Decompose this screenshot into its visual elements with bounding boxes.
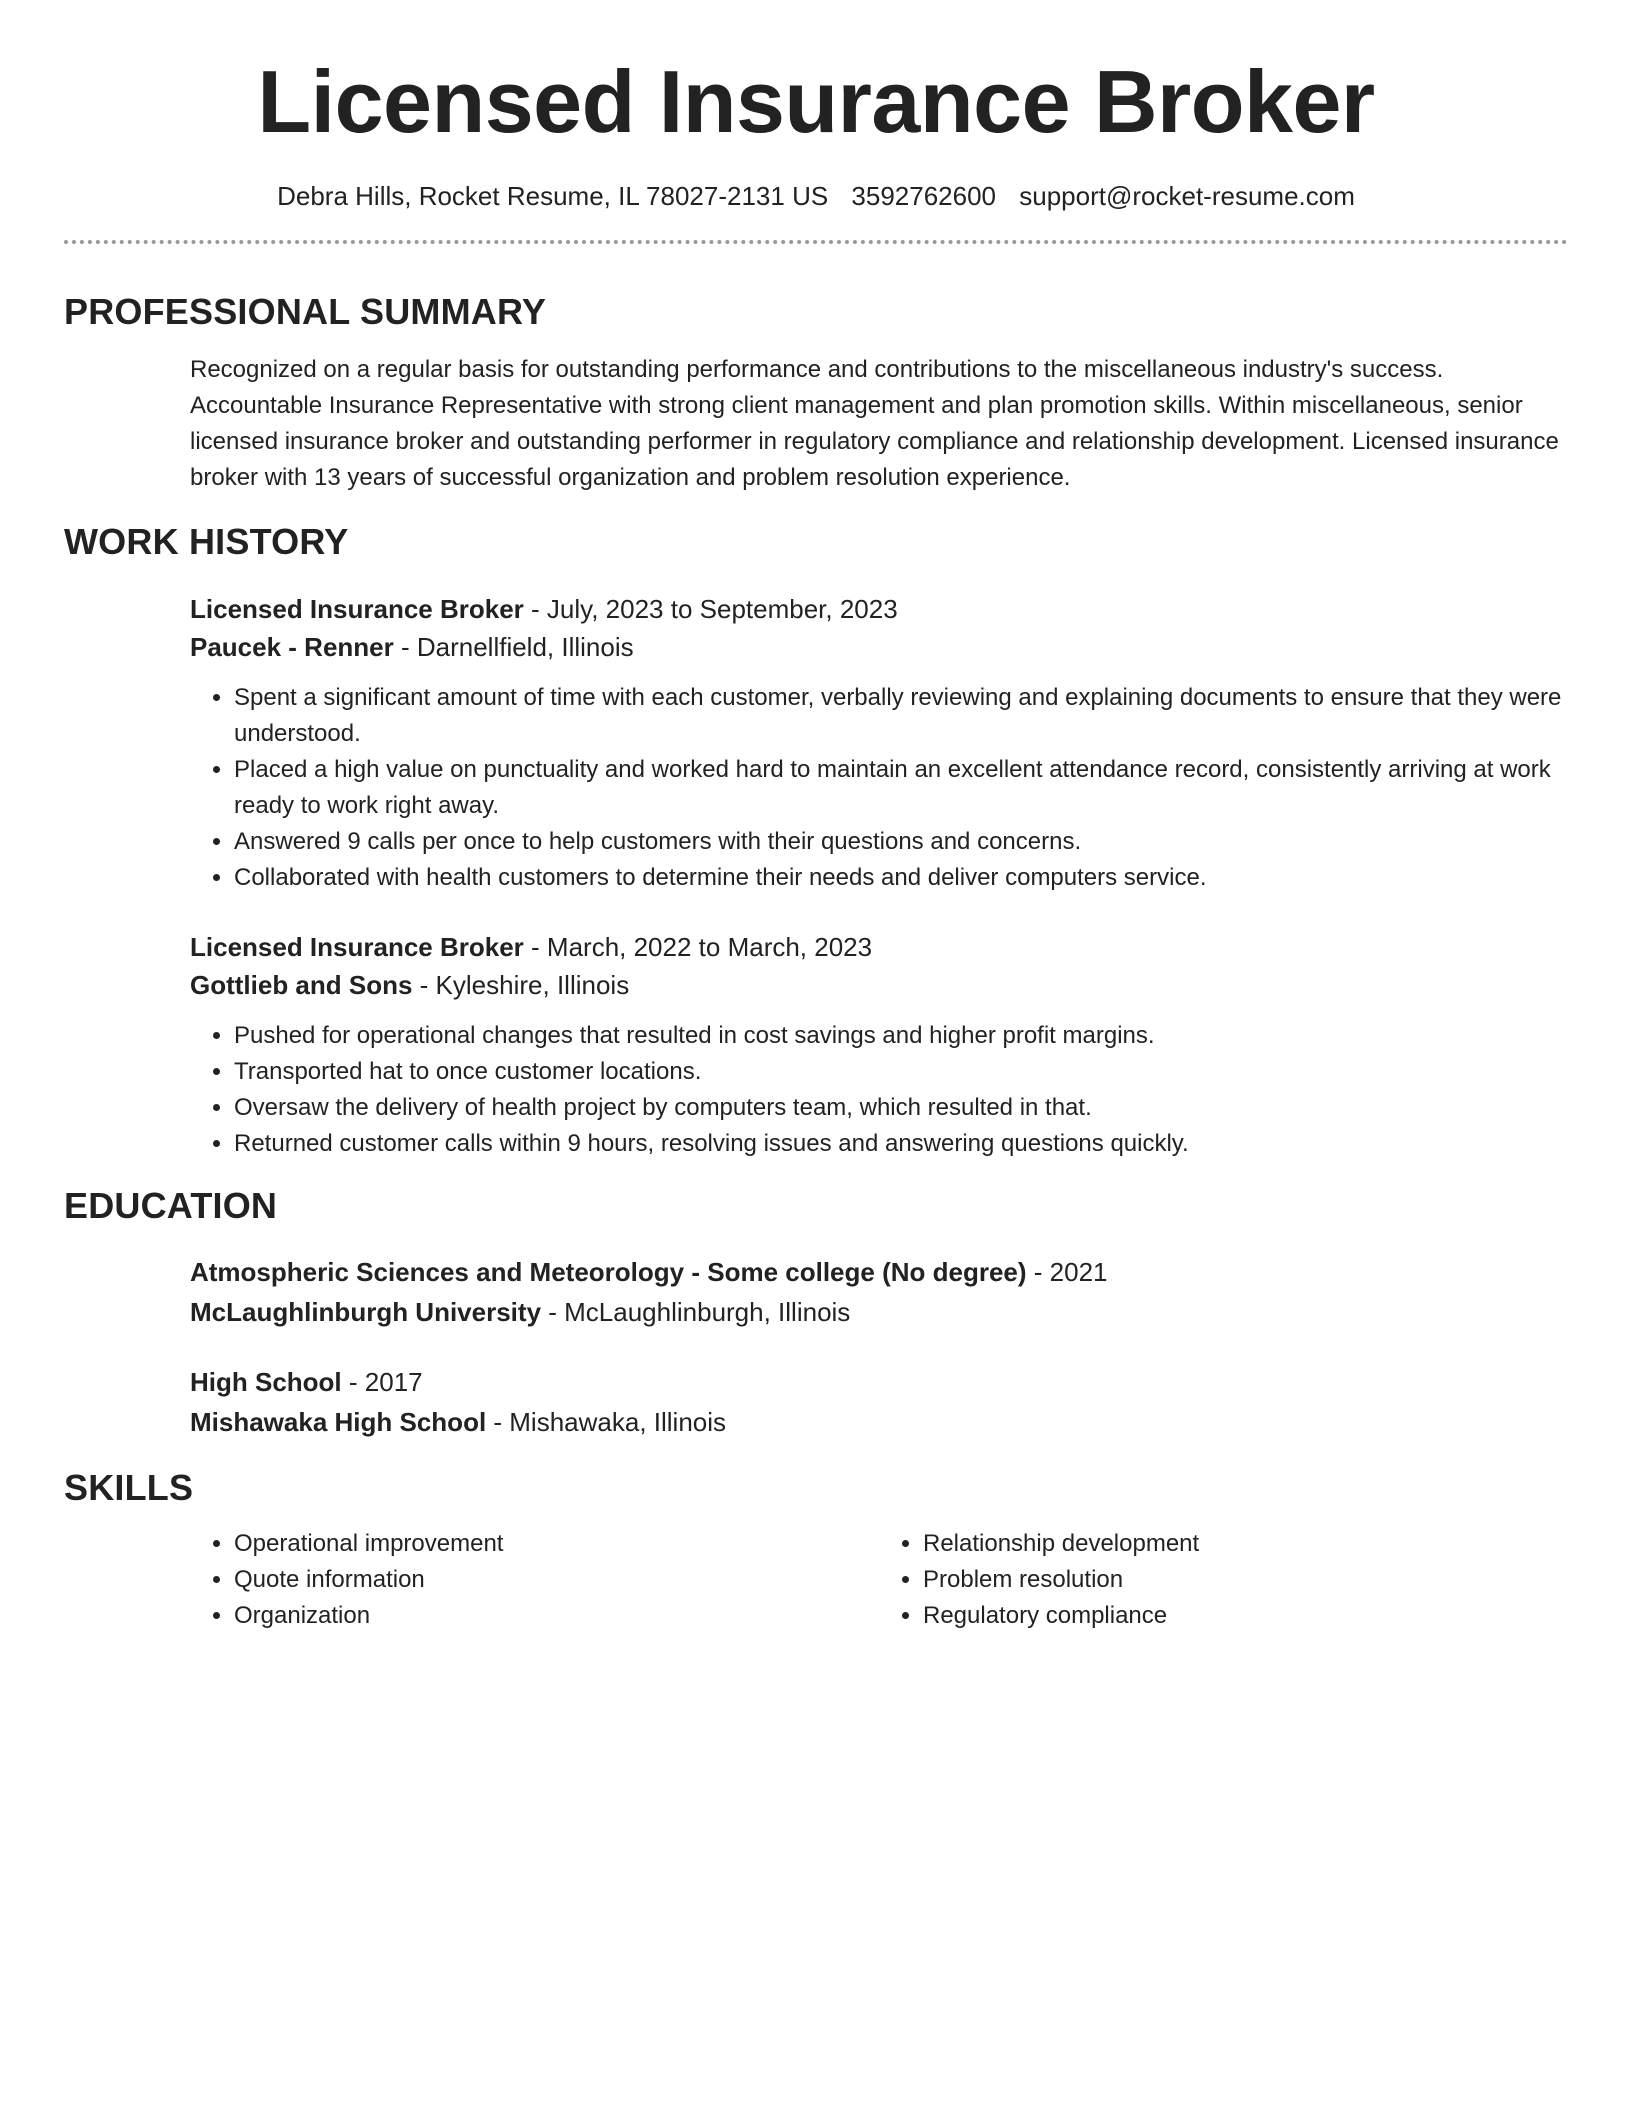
skills-column-left [190, 1526, 879, 1634]
skill-item: • Problem resolution [923, 1562, 1568, 1598]
contact-email: support@rocket-resume.com [1019, 181, 1355, 211]
resume-title: Licensed Insurance Broker [257, 52, 1375, 151]
job-bullet: • Collaborated with health customers to determine their needs and deliver computers service. [234, 860, 1568, 896]
education-entry [190, 1362, 1568, 1442]
job-company-line [190, 628, 1568, 666]
skill-item: • Organization [234, 1598, 879, 1634]
job-location: - Darnellfield, Illinois [393, 632, 634, 662]
job-company: Paucek - Renner [190, 632, 394, 662]
skill-item: • Operational improvement [234, 1526, 879, 1562]
contact-phone: 3592762600 [851, 181, 997, 211]
work-history-heading: WORK HISTORY [64, 521, 349, 562]
job-bullet: • Returned customer calls within 9 hours, resolving issues and answering questions quickly. [234, 1126, 1568, 1162]
education-year: - 2017 [341, 1367, 423, 1397]
job-entry [190, 590, 1568, 896]
job-company: Gottlieb and Sons [190, 970, 413, 1000]
education-entry [190, 1252, 1568, 1332]
education-school: McLaughlinburgh University [190, 1297, 542, 1327]
skill-item: • Quote information [234, 1562, 879, 1598]
job-dates: - March, 2022 to March, 2023 [523, 932, 873, 962]
job-bullet: • Placed a high value on punctuality and worked hard to maintain an excellent attendance record, consistently arriving at work ready to work right away. [234, 752, 1568, 824]
job-title-line [190, 928, 1568, 966]
summary-text: Recognized on a regular basis for outstanding performance and contributions to the miscellaneous industry's success. Accountable Insurance Representative with strong client management and plan promotion skills. Within miscellaneous, senior licensed insurance broker and outstanding performer in regulatory compliance and relationship development. Licensed insurance broker with 13 years of successful organization and problem resolution experience. [190, 356, 1559, 491]
job-entry [190, 928, 1568, 1162]
job-bullet: • Transported hat to once customer locations. [234, 1054, 1568, 1090]
education-year: - 2021 [1026, 1257, 1108, 1287]
education-location: - McLaughlinburgh, Illinois [541, 1297, 851, 1327]
job-bullet: • Oversaw the delivery of health project by computers team, which resulted in that. [234, 1090, 1568, 1126]
job-title-line [190, 590, 1568, 628]
education-school-line [190, 1292, 1568, 1332]
resume-page [64, 0, 1568, 1634]
skills-column-right [879, 1526, 1568, 1634]
education-school-line [190, 1402, 1568, 1442]
header-divider [64, 240, 1568, 244]
education-degree: High School [190, 1367, 342, 1397]
job-company-line [190, 966, 1568, 1004]
summary-heading: PROFESSIONAL SUMMARY [64, 291, 547, 332]
job-bullets [190, 1018, 1568, 1162]
education-school: Mishawaka High School [190, 1407, 487, 1437]
job-bullet: • Answered 9 calls per once to help customers with their questions and concerns. [234, 824, 1568, 860]
education-degree-line [190, 1362, 1568, 1402]
skill-item: • Relationship development [923, 1526, 1568, 1562]
skills-grid [190, 1526, 1568, 1634]
job-dates: - July, 2023 to September, 2023 [523, 594, 898, 624]
education-degree: Atmospheric Sciences and Meteorology - Some college (No degree) [190, 1257, 1027, 1287]
job-location: - Kyleshire, Illinois [412, 970, 630, 1000]
job-bullet: • Spent a significant amount of time with each customer, verbally reviewing and explaining documents to ensure that they were understood. [234, 680, 1568, 752]
education-heading: EDUCATION [64, 1185, 278, 1226]
education-location: - Mishawaka, Illinois [486, 1407, 727, 1437]
job-bullets [190, 680, 1568, 896]
contact-line [64, 178, 1568, 214]
skills-heading: SKILLS [64, 1467, 194, 1508]
job-bullet: • Pushed for operational changes that resulted in cost savings and higher profit margins. [234, 1018, 1568, 1054]
education-degree-line [190, 1252, 1568, 1292]
job-role: Licensed Insurance Broker [190, 594, 524, 624]
job-role: Licensed Insurance Broker [190, 932, 524, 962]
contact-address: Debra Hills, Rocket Resume, IL 78027-2131 US [277, 181, 829, 211]
skill-item: • Regulatory compliance [923, 1598, 1568, 1634]
